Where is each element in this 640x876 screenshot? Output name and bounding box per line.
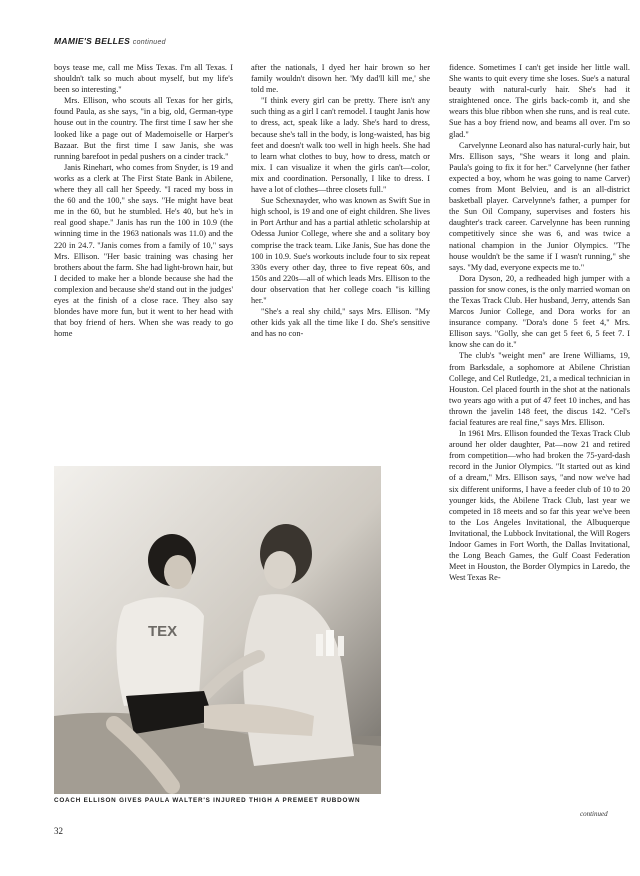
running-header xyxy=(54,36,166,46)
paragraph: The club's "weight men" are Irene Williams, 19, from Barksdale, a sophomore at Abilene Christian College, and Cel Rutledge, 21, a medical technician in Houston. Cel placed fourth in the shot at the nationals two years ago with a put of 47 feet 10 inches, and has thrown the javelin 148 feet, the discus 142. "Cel's facial features are real fine," says Mrs. Ellison. xyxy=(449,351,630,427)
article-title: MAMIE'S BELLES xyxy=(54,36,131,46)
photo-caption: COACH ELLISON GIVES PAULA WALTER'S INJURED THIGH A PREMEET RUBDOWN xyxy=(54,797,361,804)
article-photo xyxy=(54,466,381,794)
paragraph: "I think every girl can be pretty. There isn't any such thing as a girl I can't remodel. I taught Janis how to dress, act, speak like a lady. She's hard to dress, because she's tall in the body, is long-waisted, has big feet and doesn't walk too well in high heels. She had to learn what clothes to buy, how to dress, match or mix. I can visualize it when the girls can't—color, mix and coordination. Personally, I like to dress. I have a lot of clothes—three closets full." xyxy=(251,96,430,195)
page-number: 32 xyxy=(54,826,63,836)
paragraph: "She's a real shy child," says Mrs. Ellison. "My other kids yak all the time like I do. She's sensitive and has no con- xyxy=(251,307,430,339)
paragraph: boys tease me, call me Miss Texas. I'm all Texas. I shouldn't talk so much about myself, but my life's been so interesting." xyxy=(54,63,233,95)
text-column-2 xyxy=(251,62,430,339)
paragraph: after the nationals, I dyed her hair brown so her family wouldn't disown her. 'My dad'll kill me,' she told me. xyxy=(251,63,430,95)
paragraph: Mrs. Ellison, who scouts all Texas for her girls, found Paula, as she says, "in a big, old, German-type house out in the country. The first time I saw her she looked like a page out of Mademoiselle or Harper's Bazaar. But the first time I saw Janis, she was running barefoot in pedal pushers on a cinder track." xyxy=(54,96,233,161)
paragraph: Carvelynne Leonard also has natural-curly hair, but Mrs. Ellison says, "She wears it long and plain. Paula's going to fix it for her." Carvelynne (her father expected a boy, whom he was going to name Carver) comes from Mont Belvieu, and is an all-district basketball player. Carvelynne's father, a pumper for the Sun Oil Company, supervises and fosters his daughter's track career. Carvelynne has been running competitively since she was 6, and was twice a national champion in the Junior Olympics. "The house wouldn't be the same if I wasn't running," she says. "My dad, everyone expects me to." xyxy=(449,140,630,272)
continued-label: continued xyxy=(132,39,166,46)
shirt-lettering: TEX xyxy=(148,623,178,640)
paragraph: Sue Schexnayder, who was known as Swift Sue in high school, is 19 and one of eight children. She lives in Port Arthur and has a partial athletic scholarship at Odessa Junior College, where she and a solitary boy comprise the track team. Like Janis, Sue has done the 100 in 10.9. Sue's workouts include four to six repeat 330s every other day, three to five repeat 60s, and 150s and 220s—all of which leads Mrs. Ellison to the dour observation that her college coach "is killing her." xyxy=(251,196,430,305)
paragraph: Dora Dyson, 20, a redheaded high jumper with a passion for snow cones, is the only married woman on the Texas Track Club. Her husband, Jerry, attends San Marcos Junior College, and Dora works for an insurance company. "Dora's done 5 feet 4," Mrs. Ellison says. "Golly, she can get 5 feet 6, 5 feet 7. I know she can do it." xyxy=(449,273,630,350)
paragraph: fidence. Sometimes I can't get inside her little wall. She wants to quit every time she loses. Sue's a natural beauty with natural-curly hair. She's had it straightened once. The girls back-comb it, and she wears this blue ribbon when she runs, and is real cute. Sue has a boy friend now, and beams all over. I'm so glad." xyxy=(449,63,630,139)
text-column-1 xyxy=(54,62,233,339)
continued-footer: continued xyxy=(580,810,608,818)
photo-illustration xyxy=(54,466,381,794)
paragraph: In 1961 Mrs. Ellison founded the Texas Track Club around her older daughter, Pat—now 21 and retired from competition—who had broken the 75-yard-dash record in the Junior Olympics. "It started out as kind of a dream," Mrs. Ellison says, "and now we've had six different uniforms, I have a feeder club of 10 to 20 younger kids, the Abilene Track Club, last year we competed in 18 meets and so far this year we've been to the Los Angeles Invitational, the Albuquerque Invitational, the Lubbock Invitational, the Will Rogers Indoor Games in Fort Worth, the Dallas Invitational, the Long Beach Games, the Gulf Coast Federation Meet in Houston, the Border Olympics in Laredo, the West Texas Re- xyxy=(449,429,630,583)
text-column-3 xyxy=(449,62,630,583)
paragraph: Janis Rinehart, who comes from Snyder, is 19 and works as a clerk at The First State Bank in Abilene, where they all call her Speedy. "I raced my boss in the 60 and the 100," she says. "He might have beat me in the 60, but he stumbled. He's 40, but he's in real good shape." Janis has run the 100 in 10.9 (the winning time in the 1963 nationals was 11.0) and the 220 in 24.7. "Janis comes from a family of 10," says Mrs. Ellison. "Her basic training was chasing her brothers about the farm. She had light-brown hair, but I decided to make her a blonde because she had the complexion and because she'd stand out in the judges' eyes at the finish of a close race. They also say blondes have more fun, but it went to her head with that boy friend of hers. When she was ready to go home xyxy=(54,162,233,339)
